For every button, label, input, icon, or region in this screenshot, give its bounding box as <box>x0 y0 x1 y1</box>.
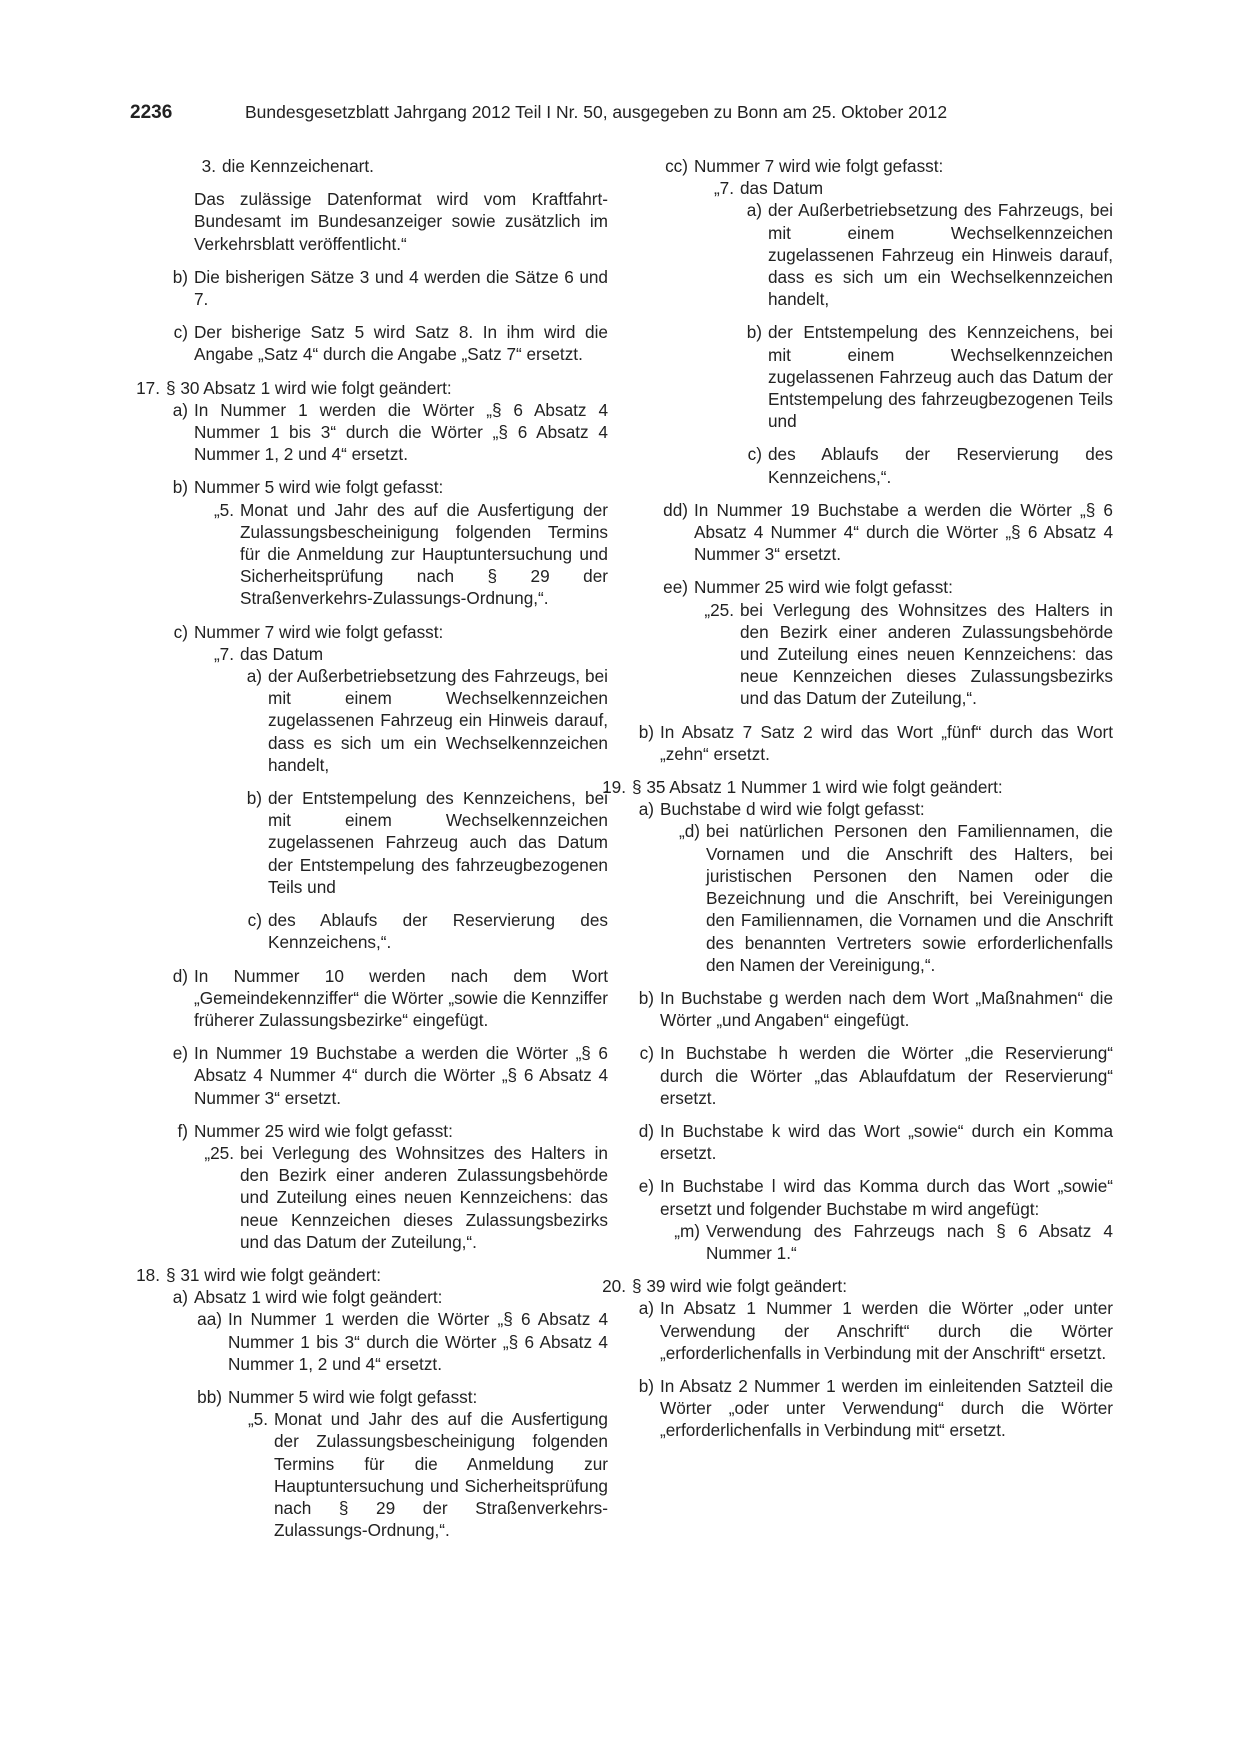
item-text: In Nummer 19 Buchstabe a werden die Wörter „§ 6 Absatz 4 Nummer 4“ durch die Wörter „§ 6 Absatz 4 Nummer 3“ ersetzt. <box>694 499 1113 565</box>
list-item <box>194 155 608 177</box>
quoted-item <box>194 1142 608 1253</box>
item-label: dd) <box>663 499 688 520</box>
item-label: b) <box>638 1375 654 1396</box>
item-text: In Nummer 1 werden die Wörter „§ 6 Absatz 4 Nummer 1 bis 3“ durch die Wörter „§ 6 Absatz 4 Nummer 1, 2 und 4“ ersetzt. <box>228 1309 608 1374</box>
list-item <box>740 443 1113 487</box>
item-label: d) <box>172 965 188 986</box>
item-text: bei Verlegung des Wohnsitzes des Halters in den Bezirk einer anderen Zulassungsbehörde und Zuteilung eines neuen Kennzeichens: das neue Kennzeichen dieses Zulassungsbezirks und das Datum der Zuteilung,“. <box>240 1142 608 1252</box>
item-text: das Datum <box>240 643 324 664</box>
quoted-item <box>660 820 1113 975</box>
item-label: c) <box>747 444 762 465</box>
list-item-19 <box>596 776 1113 1264</box>
item-label: b) <box>172 477 188 498</box>
item-text: § 35 Absatz 1 Nummer 1 wird wie folgt geändert: <box>632 777 1003 798</box>
list-item-17 <box>130 377 608 1253</box>
continued-block <box>660 155 1113 710</box>
list-item <box>166 965 608 1032</box>
paragraph: Das zulässige Datenformat wird vom Kraftfahrt-Bundesamt im Bundesanzeiger sowie zusätzlich im Verkehrsblatt veröffentlicht.“ <box>194 189 608 254</box>
item-label: a) <box>246 666 262 687</box>
page-number: 2236 <box>130 102 173 123</box>
list-item <box>740 321 1113 432</box>
item-text: In Absatz 2 Nummer 1 werden im einleitenden Satzteil die Wörter „oder unter Verwendung“ durch die Wörter „erforderlichenfalls in Verbindung mit“ ersetzt. <box>660 1375 1113 1441</box>
item-text: der Außerbetriebsetzung des Fahrzeugs, bei mit einem Wechselkennzeichen zugelassenen Fahrzeug ein Hinweis darauf, dass es sich um ein Wechselkennzeichen handelt, <box>268 666 608 775</box>
item-text: In Buchstabe k wird das Wort „sowie“ durch ein Komma ersetzt. <box>660 1120 1113 1164</box>
item-text: Absatz 1 wird wie folgt geändert: <box>194 1287 443 1308</box>
list-item <box>632 1175 1113 1264</box>
list-item <box>632 987 1113 1031</box>
list-item <box>632 1120 1113 1164</box>
item-label: a) <box>746 200 762 221</box>
list-item <box>660 576 1113 709</box>
item-text: § 39 wird wie folgt geändert: <box>632 1276 847 1297</box>
page-header <box>130 100 1110 125</box>
item-text: Nummer 5 wird wie folgt gefasst: <box>194 477 444 498</box>
item-text: Die bisherigen Sätze 3 und 4 werden die Sätze 6 und 7. <box>194 266 608 310</box>
item-text: das Datum <box>740 178 824 199</box>
item-label: c) <box>173 322 188 343</box>
list-item <box>240 909 608 953</box>
item-text: In Absatz 7 Satz 2 wird das Wort „fünf“ durch das Wort „zehn“ ersetzt. <box>660 721 1113 764</box>
item-label: 18. <box>136 1264 160 1285</box>
quoted-item <box>228 1408 608 1541</box>
item-text: In Nummer 10 werden nach dem Wort „Gemeindekennziffer“ die Wörter „sowie die Kennziffer früherer Zulassungsbezirke“ eingefügt. <box>194 965 608 1030</box>
item-text: Verwendung des Fahrzeugs nach § 6 Absatz 4 Nummer 1.“ <box>706 1220 1113 1263</box>
quoted-item <box>194 499 608 610</box>
item-text: der Außerbetriebsetzung des Fahrzeugs, bei mit einem Wechselkennzeichen zugelassenen Fahrzeug ein Hinweis darauf, dass es sich um ein Wechselkennzeichen handelt, <box>768 200 1113 310</box>
item-label: 3. <box>201 156 216 176</box>
list-item <box>194 1386 608 1541</box>
item-label: a) <box>638 799 654 820</box>
item-label: c) <box>247 910 262 931</box>
item-label: b) <box>246 788 262 809</box>
item-text: bei Verlegung des Wohnsitzes des Halters in den Bezirk einer anderen Zulassungsbehörde und Zuteilung eines neuen Kennzeichens: das neue Kennzeichen dieses Zulassungsbezirks und das Datum der Zuteilung,“. <box>740 599 1113 709</box>
item-label: bb) <box>197 1386 222 1407</box>
item-label: „d) <box>678 821 700 842</box>
quoted-item <box>694 177 1113 488</box>
list-item-18 <box>130 1264 608 1541</box>
list-item <box>632 721 1113 765</box>
item-label: c) <box>173 621 188 642</box>
list-item <box>166 266 608 310</box>
list-item <box>632 1375 1113 1442</box>
list-item <box>660 499 1113 566</box>
item-text: des Ablaufs der Reservierung des Kennzeichens,“. <box>768 444 1113 487</box>
item-text: In Absatz 1 Nummer 1 werden die Wörter „oder unter Verwendung der Anschrift“ durch die Wörter „erforderlichenfalls in Verbindung mit der Anschrift“ ersetzt. <box>660 1298 1113 1363</box>
list-item <box>240 787 608 898</box>
list-item <box>166 1042 608 1109</box>
item-text: Nummer 5 wird wie folgt gefasst: <box>228 1386 478 1407</box>
item-label: „5. <box>213 499 234 520</box>
list-item <box>166 399 608 466</box>
item-text: Monat und Jahr des auf die Ausfertigung der Zulassungsbescheinigung folgenden Termins für die Anmeldung zur Hauptuntersuchung und Sicherheitsprüfung nach § 29 der Straßenverkehrs-Zulassungs-Ordnung,“. <box>240 499 608 609</box>
item-label: 20. <box>602 1276 626 1297</box>
item-label: „5. <box>247 1409 268 1430</box>
list-item <box>632 1297 1113 1364</box>
list-item <box>240 665 608 776</box>
list-item <box>660 155 1113 488</box>
list-item <box>166 476 608 609</box>
item-text: In Buchstabe h werden die Wörter „die Reservierung“ durch die Wörter „das Ablaufdatum der Reservierung“ ersetzt. <box>660 1043 1113 1108</box>
list-item <box>632 1042 1113 1109</box>
header-title: Bundesgesetzblatt Jahrgang 2012 Teil I Nr. 50, ausgegeben zu Bonn am 25. Oktober 2012 <box>245 102 948 122</box>
item-label: e) <box>638 1176 654 1197</box>
item-label: e) <box>172 1043 188 1064</box>
item-label: 19. <box>602 777 626 798</box>
quoted-item <box>694 599 1113 710</box>
item-label: 17. <box>136 377 160 398</box>
item-label: c) <box>639 1043 654 1064</box>
list-item <box>166 321 608 365</box>
item-label: ee) <box>663 577 688 598</box>
item-text: Nummer 7 wird wie folgt gefasst: <box>194 621 444 642</box>
item-text: Nummer 25 wird wie folgt gefasst: <box>194 1120 453 1141</box>
item-label: aa) <box>197 1309 222 1330</box>
item-label: a) <box>172 1287 188 1308</box>
list-item <box>194 1308 608 1375</box>
item-text: Buchstabe d wird wie folgt gefasst: <box>660 799 925 820</box>
item-label: b) <box>638 987 654 1008</box>
item-text: die Kennzeichenart. <box>222 156 374 176</box>
item-label: a) <box>638 1298 654 1319</box>
left-column <box>130 155 608 1552</box>
item-text: Monat und Jahr des auf die Ausfertigung der Zulassungsbescheinigung folgenden Termins für die Anmeldung zur Hauptuntersuchung und Sicherheitsprüfung nach § 29 der Straßenverkehrs-Zulassungs-Ordnung,“. <box>274 1409 608 1541</box>
continued-block <box>130 155 608 366</box>
quoted-item <box>660 1220 1113 1264</box>
item-text: Nummer 7 wird wie folgt gefasst: <box>694 156 944 176</box>
item-text: In Nummer 19 Buchstabe a werden die Wörter „§ 6 Absatz 4 Nummer 4“ durch die Wörter „§ 6 Absatz 4 Nummer 3“ ersetzt. <box>194 1043 608 1108</box>
right-column <box>602 155 1113 1453</box>
item-text: In Buchstabe l wird das Komma durch das Wort „sowie“ ersetzt und folgender Buchstabe m wird angefügt: <box>660 1176 1113 1219</box>
item-text: In Nummer 1 werden die Wörter „§ 6 Absatz 4 Nummer 1 bis 3“ durch die Wörter „§ 6 Absatz 4 Nummer 1, 2 und 4“ ersetzt. <box>194 399 608 465</box>
item-text: der Entstempelung des Kennzeichens, bei mit einem Wechselkennzeichen zugelassenen Fahrzeug auch das Datum der Entstempelung des fahrzeugbezogenen Teils und <box>768 322 1113 432</box>
item-label: „25. <box>204 1142 234 1163</box>
item-label: „m) <box>674 1220 700 1241</box>
item-text: Nummer 25 wird wie folgt gefasst: <box>694 577 953 598</box>
item-label: b) <box>746 322 762 343</box>
list-item <box>166 1286 608 1541</box>
item-label: f) <box>177 1120 188 1141</box>
item-label: a) <box>172 399 188 420</box>
item-label: „7. <box>213 643 234 664</box>
item-text: des Ablaufs der Reservierung des Kennzeichens,“. <box>268 910 608 953</box>
list-item <box>166 1120 608 1253</box>
list-item <box>632 798 1113 976</box>
item-text: § 31 wird wie folgt geändert: <box>166 1264 381 1285</box>
item-text: Der bisherige Satz 5 wird Satz 8. In ihm wird die Angabe „Satz 4“ durch die Angabe „Satz 7“ ersetzt. <box>194 322 608 365</box>
item-label: b) <box>172 266 188 287</box>
list-item-20 <box>596 1275 1113 1441</box>
item-text: bei natürlichen Personen den Familiennamen, die Vornamen und die Anschrift des Halters, bei juristischen Personen den Namen oder die Bezeichnung und die Anschrift, bei Vereinigungen den Familiennamen, die Vornamen und die Anschrift des benannten Vertreters sowie erforderlichenfalls den Namen der Vereinigung,“. <box>706 821 1113 975</box>
item-text: der Entstempelung des Kennzeichens, bei mit einem Wechselkennzeichen zugelassenen Fahrzeug auch das Datum der Entstempelung des fahrzeugbezogenen Teils und <box>268 788 608 897</box>
item-label: d) <box>638 1120 654 1141</box>
list-item <box>166 621 608 954</box>
item-text: § 30 Absatz 1 wird wie folgt geändert: <box>166 377 452 398</box>
item-label: „25. <box>704 599 734 620</box>
item-label: cc) <box>665 156 688 176</box>
item-label: b) <box>638 721 654 742</box>
quoted-item <box>194 643 608 954</box>
item-text: In Buchstabe g werden nach dem Wort „Maßnahmen“ die Wörter „und Angaben“ eingefügt. <box>660 987 1113 1031</box>
item-label: „7. <box>713 178 734 199</box>
list-item <box>740 199 1113 310</box>
